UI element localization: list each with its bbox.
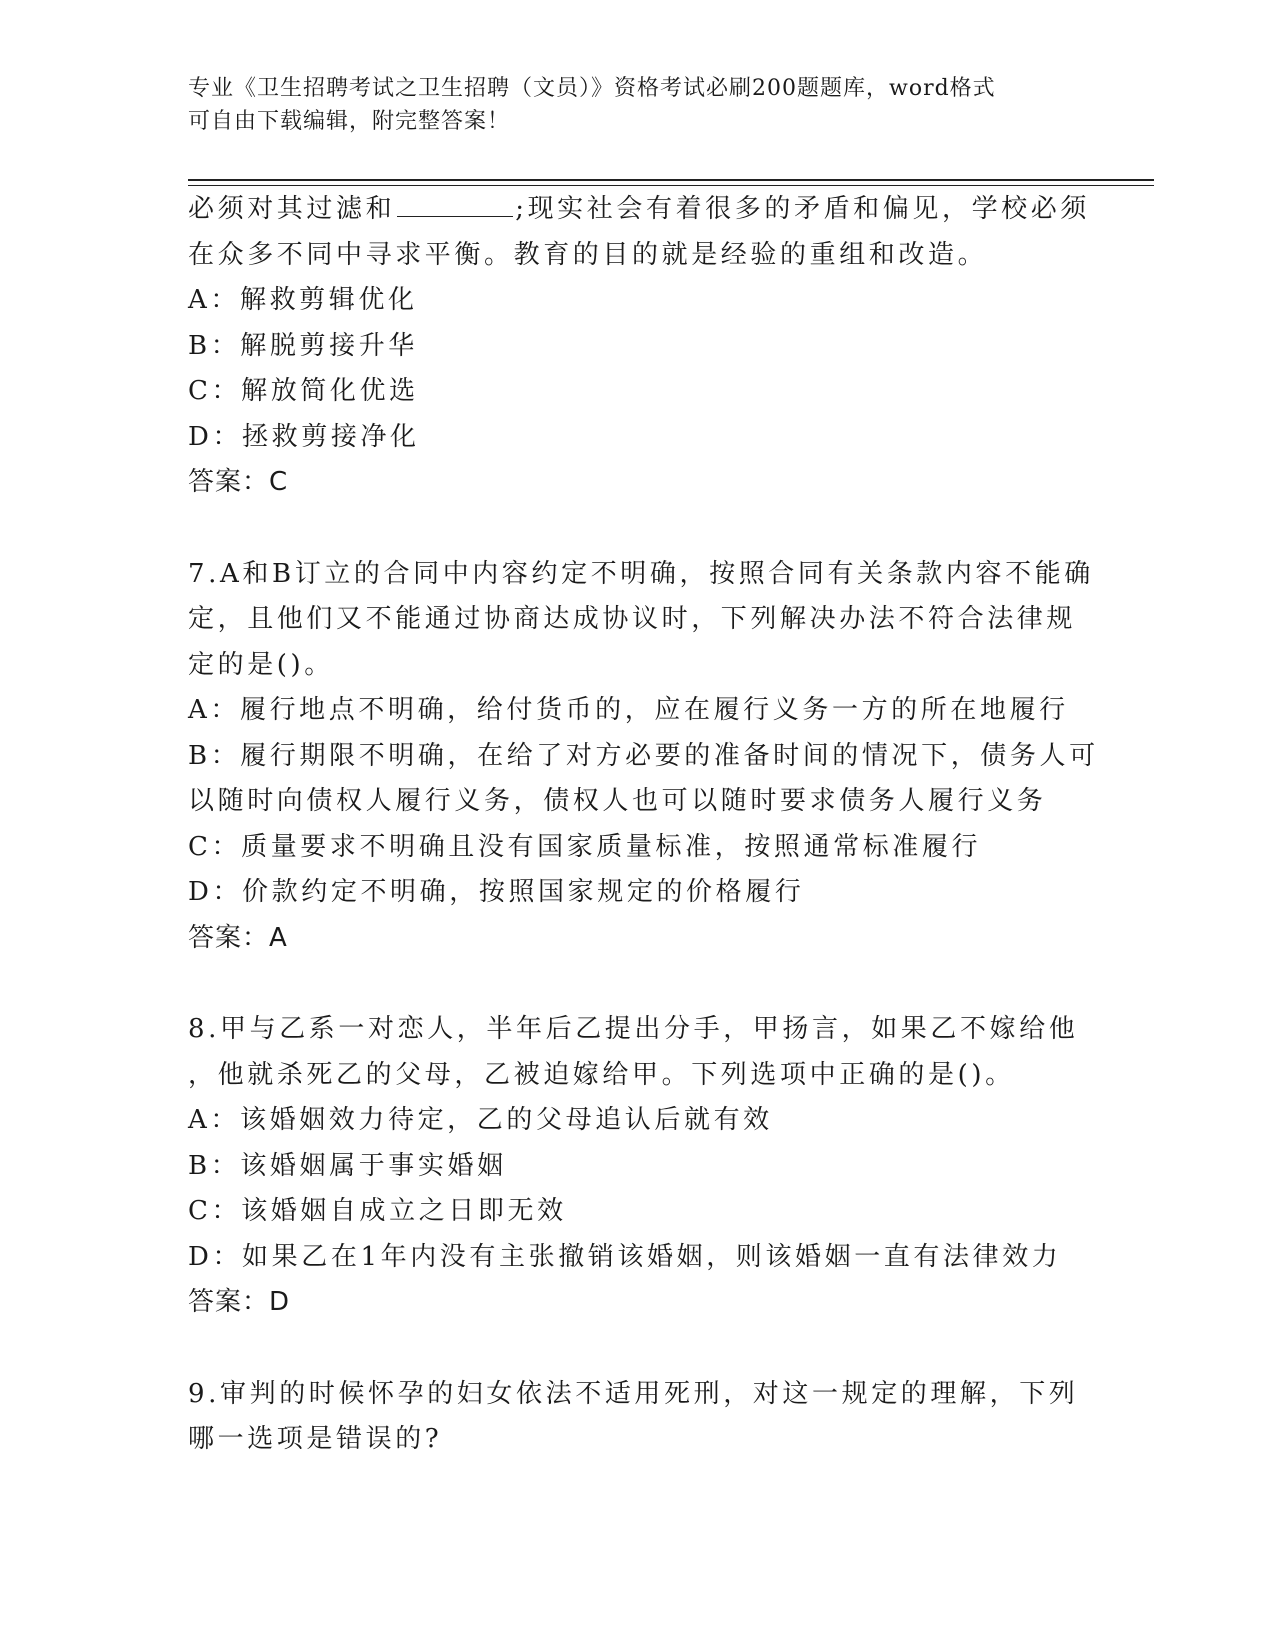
question-9 — [188, 1372, 1088, 1463]
question-6-continuation — [188, 187, 1088, 506]
header-line-2: 可自由下载编辑，附完整答案！ — [188, 109, 511, 134]
option-d: D：如果乙在1年内没有主张撤销该婚姻，则该婚姻一直有法律效力 — [188, 1241, 1062, 1272]
option-a: A：履行地点不明确，给付货币的，应在履行义务一方的所在地履行 — [188, 695, 1069, 725]
question-text-line: 8.甲与乙系一对恋人，半年后乙提出分手，甲扬言，如果乙不嫁给他 — [188, 1014, 1079, 1044]
answer-line: 答案：C — [188, 467, 289, 497]
question-text-line: 定的是()。 — [188, 649, 334, 680]
fill-in-blank — [397, 196, 513, 217]
question-8 — [188, 1007, 1088, 1326]
option-a: A：该婚姻效力待定，乙的父母追认后就有效 — [188, 1105, 773, 1135]
answer-line: 答案：D — [188, 1287, 291, 1317]
question-text-part: 必须对其过滤和 — [188, 194, 396, 224]
question-text-line: 9.审判的时候怀孕的妇女依法不适用死刑，对这一规定的理解，下列 — [188, 1378, 1079, 1409]
option-c: C：质量要求不明确且没有国家质量标准，按照通常标准履行 — [188, 831, 982, 862]
option-c: C：该婚姻自成立之日即无效 — [188, 1196, 567, 1226]
option-b-continued: 以随时向债权人履行义务，债权人也可以随时要求债务人履行义务 — [188, 786, 1047, 816]
option-a: A：解救剪辑优化 — [188, 285, 418, 315]
question-text-line — [188, 187, 1088, 233]
question-7 — [188, 552, 1099, 962]
question-text-line: 定，且他们又不能通过协商达成协议时，下列解决办法不符合法律规 — [188, 604, 1077, 634]
question-text-line: 在众多不同中寻求平衡。教育的目的就是经验的重组和改造。 — [188, 239, 988, 270]
question-text-line: 哪一选项是错误的? — [188, 1424, 443, 1454]
option-d: D：价款约定不明确，按照国家规定的价格履行 — [188, 877, 805, 907]
answer-line: 答案：A — [188, 922, 288, 953]
option-b: B：履行期限不明确，在给了对方必要的准备时间的情况下，债务人可 — [188, 740, 1099, 771]
question-text-line: ，他就杀死乙的父母，乙被迫嫁给甲。下列选项中正确的是()。 — [188, 1059, 1015, 1090]
header-line-1: 专业《卫生招聘考试之卫生招聘（文员）》资格考试必刷200题题库，word格式 — [188, 76, 996, 101]
document-body — [188, 187, 1099, 1463]
question-text-part: ;现实社会有着很多的矛盾和偏见，学校必须 — [515, 194, 1090, 224]
option-b: B：该婚姻属于事实婚姻 — [188, 1150, 507, 1181]
header-divider-thin — [188, 185, 1154, 186]
question-text-line: 7.A和B订立的合同中内容约定不明确，按照合同有关条款内容不能确 — [188, 558, 1094, 589]
header-divider-thick — [188, 179, 1154, 181]
document-header — [188, 72, 1088, 138]
option-b: B：解脱剪接升华 — [188, 330, 418, 361]
option-d: D：拯救剪接净化 — [188, 421, 420, 452]
option-c: C：解放简化优选 — [188, 376, 419, 406]
